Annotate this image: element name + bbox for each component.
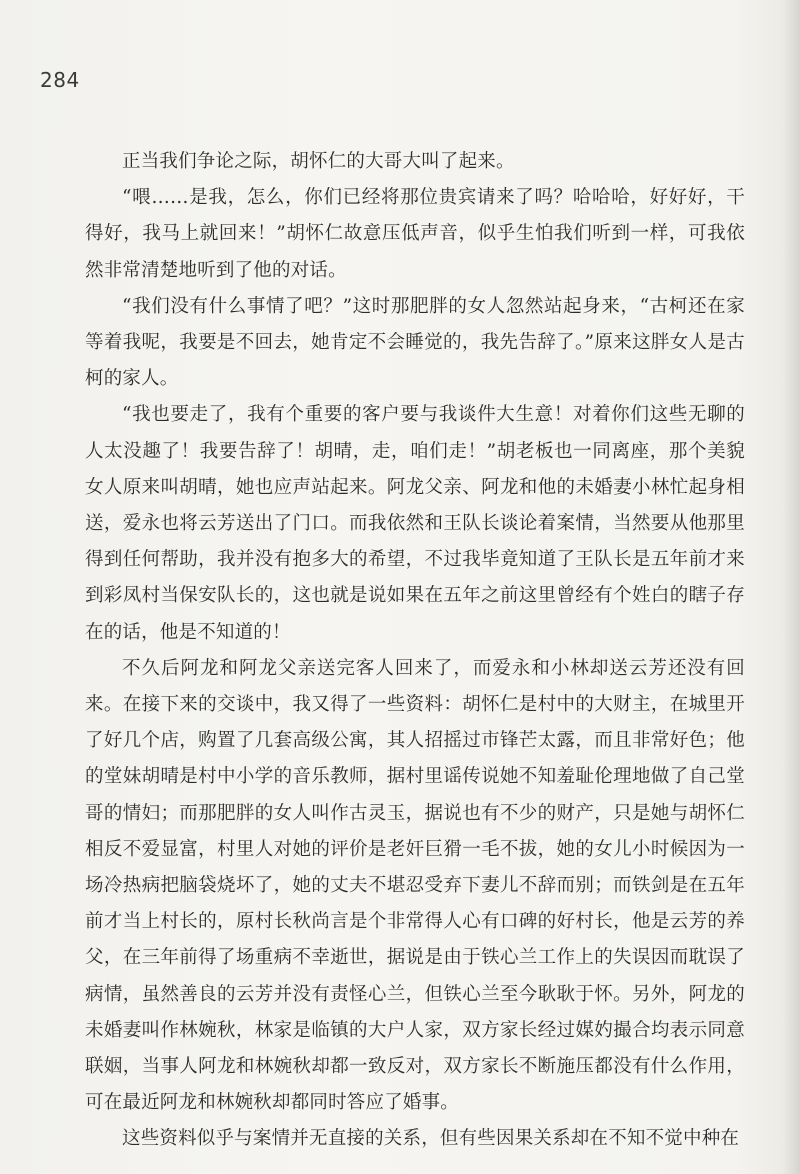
paragraph: “我也要走了，我有个重要的客户要与我谈件大生意！对着你们这些无聊的人太没趣了！我要告辞了！胡晴，走，咱们走！”胡老板也一同离座，那个美貌女人原来叫胡晴，她也应声站起来。阿龙父亲、阿龙和他的未婚妻小林忙起身相送，爱永也将云芳送出了门口。而我依然和王队长谈论着案情，当然要从他那里得到任何帮助，我并没有抱多大的希望，不过我毕竟知道了王队长是五年前才来到彩凤村当保安队长的，这也就是说如果在五年之前这里曾经有个姓白的瞎子存在的话，他是不知道的！: [85, 404, 745, 643]
paragraph: “我们没有什么事情了吧？”这时那肥胖的女人忽然站起身来，“古柯还在家等着我呢，我要是不回去，她肯定不会睡觉的，我先告辞了。”原来这胖女人是古柯的家人。: [85, 295, 745, 390]
page-number: 284: [40, 68, 80, 92]
body-text: [85, 144, 745, 1158]
paragraph: 正当我们争论之际，胡怀仁的大哥大叫了起来。: [122, 151, 515, 172]
paragraph: 这些资料似乎与案情并无直接的关系，但有些因果关系却在不知不觉中种在: [122, 1128, 740, 1150]
paragraph: 不久后阿龙和阿龙父亲送完客人回来了，而爱永和小林却送云芳还没有回来。在接下来的交谈中，我又得了一些资料：胡怀仁是村中的大财主，在城里开了好几个店，购置了几套高级公寓，其人招摇过市锋芒太露，而且非常好色；他的堂妹胡晴是村中小学的音乐教师，据村里谣传说她不知羞耻伦理地做了自己堂哥的情妇；而那肥胖的女人叫作古灵玉，据说也有不少的财产，只是她与胡怀仁相反不爱显富，村里人对她的评价是老奸巨猾一毛不拔，她的女儿小时候因为一场冷热病把脑袋烧坏了，她的丈夫不堪忍受弃下妻儿不辞而别；而铁剑是在五年前才当上村长的，原村长秋尚言是个非常得人心有口碑的好村长，他是云芳的养父，在三年前得了场重病不幸逝世，据说是由于铁心兰工作上的失误因而耽误了病情，虽然善良的云芳并没有责怪心兰，但铁心兰至今耿耿于怀。另外，阿龙的未婚妻叫作林婉秋，林家是临镇的大户人家，双方家长经过媒妁撮合均表示同意联姻，当事人阿龙和林婉秋却都一致反对，双方家长不断施压都没有什么作用，可在最近阿龙和林婉秋却都同时答应了婚事。: [85, 657, 745, 1114]
paragraph: “喂……是我，怎么，你们已经将那位贵宾请来了吗？哈哈哈，好好好，干得好，我马上就回来！”胡怀仁故意压低声音，似乎生怕我们听到一样，可我依然非常清楚地听到了他的对话。: [85, 187, 745, 281]
page-edge-shadow: [782, 0, 800, 1174]
